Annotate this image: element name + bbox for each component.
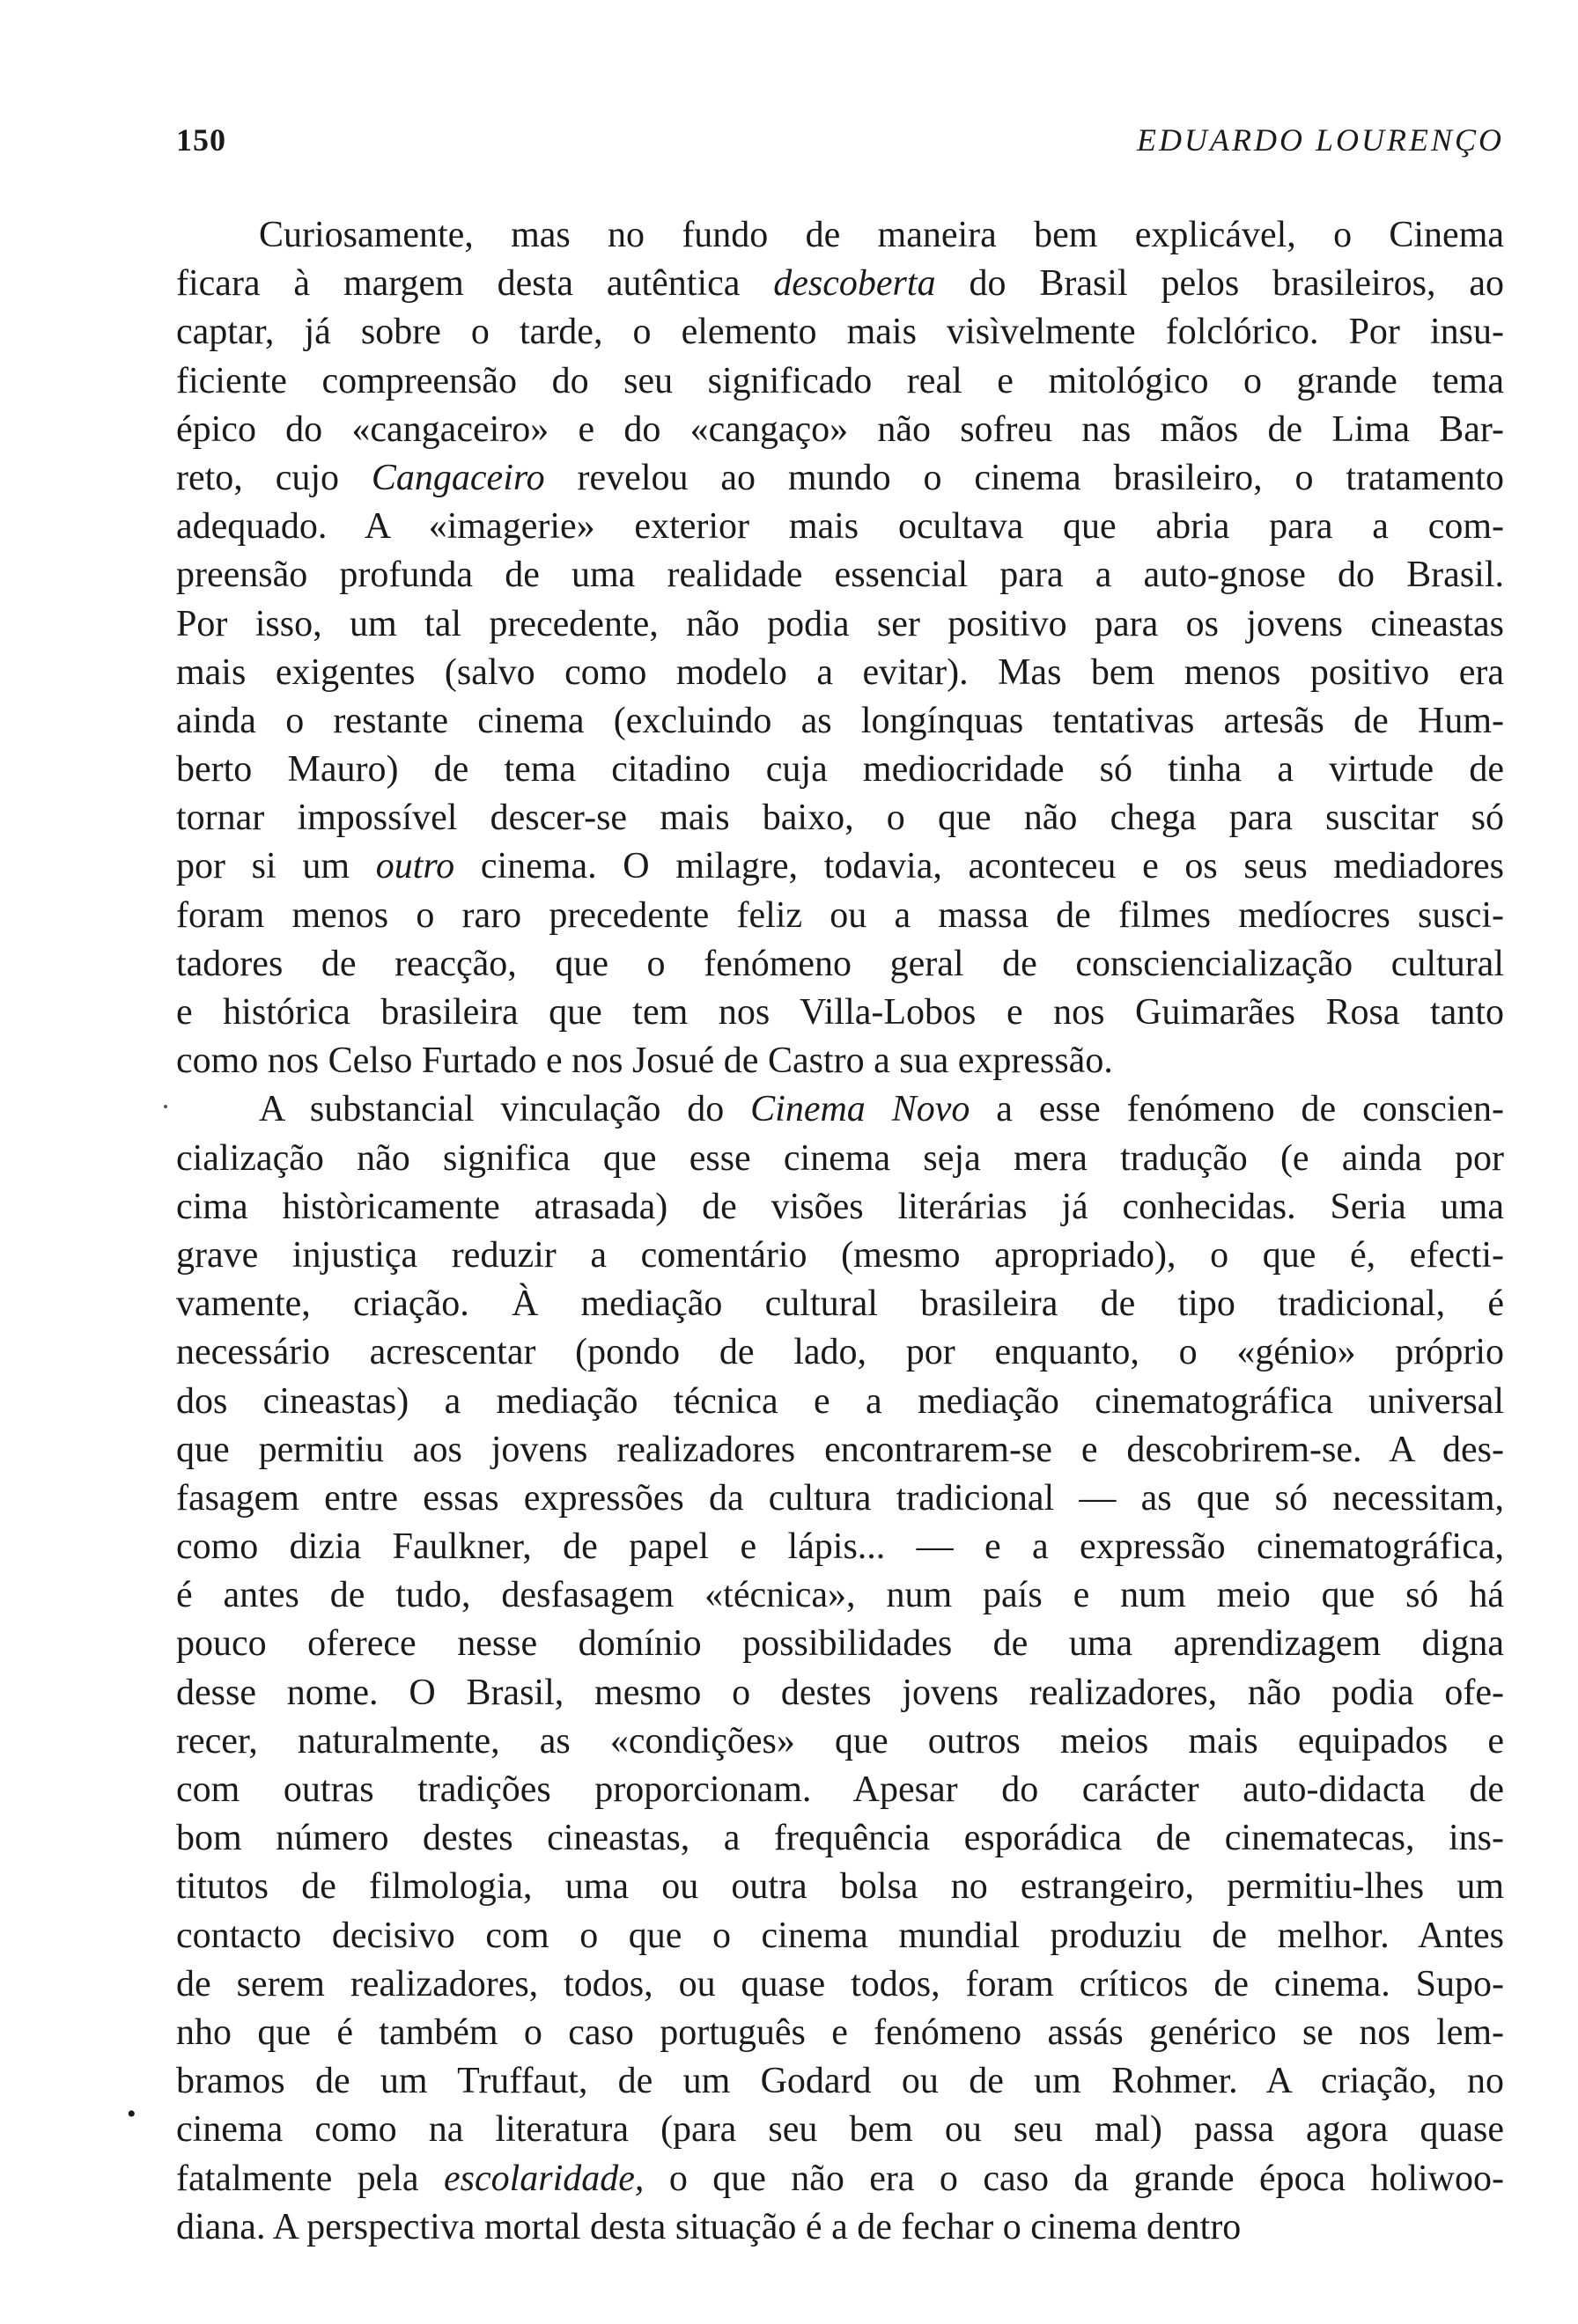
text-line: [176, 842, 1504, 891]
text-line: Por isso, um tal precedente, não podia ser positivo para os jovens cineastas: [176, 603, 1504, 644]
line-segment: cinema. O milagre, todavia, aconteceu e os seus mediadores: [454, 846, 1504, 887]
margin-mark: •: [127, 2100, 136, 2129]
text-line: [176, 260, 1504, 308]
text-line: é antes de tudo, desfasagem «técnica», num país e num meio que só há: [176, 1575, 1504, 1616]
text-line: cinema como na literatura (para seu bem ou seu mal) passa agora quase: [176, 2109, 1504, 2151]
running-head-author: EDUARDO LOURENÇO: [1137, 122, 1504, 158]
text-line: ficiente compreensão do seu significado real e mitológico o grande tema: [176, 360, 1504, 401]
text-line: fasagem entre essas expressões da cultura tradicional — as que só necessitam,: [176, 1477, 1504, 1519]
text-line: tornar impossível descer-se mais baixo, o que não chega para suscitar só: [176, 798, 1504, 839]
line-segment: A substancial vinculação do: [259, 1089, 751, 1130]
paragraph: [176, 211, 1504, 1085]
page-number: 150: [176, 122, 226, 158]
text-line: [176, 1085, 1504, 1134]
text-line: como nos Celso Furtado e nos Josué de Castro a sua expressão.: [176, 1041, 1113, 1082]
italic-term: outro: [375, 846, 455, 887]
paragraph: [176, 1085, 1504, 2252]
body-text: [176, 211, 1504, 2252]
text-line: diana. A perspectiva mortal desta situação é a de fechar o cinema dentro: [176, 2206, 1242, 2247]
text-line: nho que é também o caso português e fenómeno assás genérico se nos lem-: [176, 2011, 1504, 2053]
text-line: dos cineastas) a mediação técnica e a mediação cinematográfica universal: [176, 1380, 1504, 1422]
text-line: épico do «cangaceiro» e do «cangaço» não sofreu nas mãos de Lima Bar-: [176, 408, 1504, 450]
text-line: [176, 2155, 1504, 2203]
line-segment: por si um: [176, 846, 376, 887]
text-line: como dizia Faulkner, de papel e lápis... — e a expressão cinematográfica,: [176, 1526, 1504, 1568]
text-line: necessário acrescentar (pondo de lado, por enquanto, o «génio» próprio: [176, 1332, 1504, 1373]
line-segment: ficara à margem desta autêntica: [176, 263, 774, 305]
italic-term: escolaridade,: [443, 2158, 645, 2199]
text-line: desse nome. O Brasil, mesmo o destes jovens realizadores, não podia ofe-: [176, 1672, 1504, 1713]
italic-term: Cangaceiro: [371, 457, 545, 498]
text-line: captar, já sobre o tarde, o elemento mais visìvelmente folclórico. Por insu-: [176, 312, 1504, 353]
text-line: vamente, criação. À mediação cultural brasileira de tipo tradicional, é: [176, 1283, 1504, 1325]
text-line: grave injustiça reduzir a comentário (mesmo apropriado), o que é, efecti-: [176, 1234, 1504, 1276]
text-line: cima històricamente atrasada) de visões literárias já conhecidas. Seria uma: [176, 1186, 1504, 1227]
text-line: adequado. A «imagerie» exterior mais ocultava que abria para a com-: [176, 506, 1504, 548]
margin-speck: [164, 1105, 167, 1108]
text-line: que permitiu aos jovens realizadores encontrarem-se e descobrirem-se. A des-: [176, 1429, 1504, 1470]
italic-term: Cinema Novo: [750, 1089, 970, 1130]
text-line: com outras tradições proporcionam. Apesar do carácter auto-didacta de: [176, 1769, 1504, 1810]
text-line: titutos de filmologia, uma ou outra bolsa no estrangeiro, permitiu-lhes um: [176, 1866, 1504, 1908]
text-line: berto Mauro) de tema citadino cuja mediocridade só tinha a virtude de: [176, 749, 1504, 791]
italic-term: descoberta: [773, 263, 936, 305]
line-segment: revelou ao mundo o cinema brasileiro, o tratamento: [544, 457, 1504, 498]
line-segment: do Brasil pelos brasileiros, ao: [935, 263, 1504, 305]
text-line: tadores de reacção, que o fenómeno geral de consciencialização cultural: [176, 943, 1504, 984]
line-segment: a esse fenómeno de conscien-: [970, 1089, 1504, 1130]
running-head: [176, 121, 1504, 174]
text-line: Curiosamente, mas no fundo de maneira bem explicável, o Cinema: [259, 215, 1504, 255]
text-line: preensão profunda de uma realidade essencial para a auto-gnose do Brasil.: [176, 555, 1504, 596]
text-line: e histórica brasileira que tem nos Villa-Lobos e nos Guimarães Rosa tanto: [176, 992, 1504, 1033]
text-line: bramos de um Truffaut, de um Godard ou de um Rohmer. A criação, no: [176, 2061, 1504, 2102]
text-line: cialização não significa que esse cinema seja mera tradução (e ainda por: [176, 1137, 1504, 1179]
line-segment: o que não era o caso da grande época holiwoo-: [644, 2158, 1504, 2199]
text-line: contacto decisivo com o que o cinema mundial produziu de melhor. Antes: [176, 1915, 1504, 1956]
text-line: mais exigentes (salvo como modelo a evitar). Mas bem menos positivo era: [176, 651, 1504, 693]
text-line: de serem realizadores, todos, ou quase todos, foram críticos de cinema. Supo-: [176, 1963, 1504, 2004]
text-line: ainda o restante cinema (excluindo as longínquas tentativas artesãs de Hum-: [176, 700, 1504, 741]
line-segment: reto, cujo: [176, 457, 372, 498]
text-line: recer, naturalmente, as «condições» que outros meios mais equipados e: [176, 1720, 1504, 1761]
text-line: foram menos o raro precedente feliz ou a massa de filmes medíocres susci-: [176, 894, 1504, 936]
text-line: bom número destes cineastas, a frequência esporádica de cinematecas, ins-: [176, 1818, 1504, 1859]
text-line: [176, 454, 1504, 503]
line-segment: fatalmente pela: [176, 2158, 444, 2199]
text-line: pouco oferece nesse domínio possibilidades de uma aprendizagem digna: [176, 1623, 1504, 1665]
